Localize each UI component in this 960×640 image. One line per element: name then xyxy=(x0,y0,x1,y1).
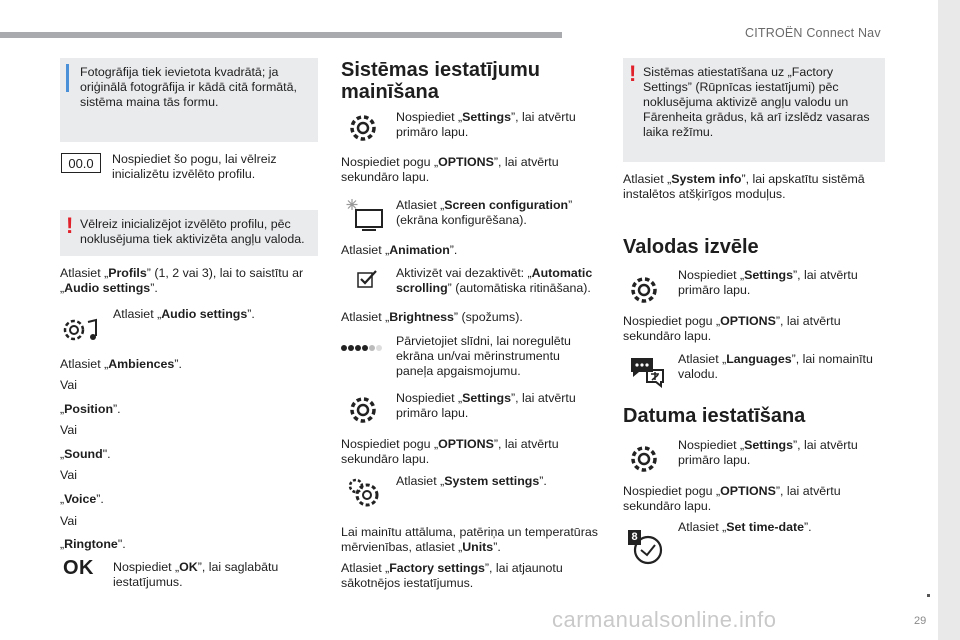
settings-gear-icon xyxy=(346,393,380,427)
info-note xyxy=(60,58,318,142)
options-paragraph: Nospiediet pogu „OPTIONS”, lai atvērtu sekundāro lapu. xyxy=(623,314,841,343)
ambiences-line: Atlasiet „Ambiences”. xyxy=(60,357,182,371)
info-bar-icon xyxy=(66,64,69,92)
ok-icon: OK xyxy=(63,557,94,579)
voice-line: „Voice”. xyxy=(60,492,104,506)
open-settings-step: Nospiediet „Settings”, lai atvērtu primāro lapu. xyxy=(396,391,576,420)
screen-configuration-icon xyxy=(342,198,384,232)
set-time-date-step: Atlasiet „Set time-date”. xyxy=(678,520,812,534)
brightness-slider-step: Pārvietojiet slīdni, lai noregulētu ekrāna un/vai mērinstrumentu paneļa apgaismojumu. xyxy=(396,334,571,378)
warning-note xyxy=(60,210,318,256)
language-heading: Valodas izvēle xyxy=(623,236,759,258)
options-paragraph: Nospiediet pogu „OPTIONS”, lai atvērtu sekundāro lapu. xyxy=(623,484,841,513)
reset-profile-step: Nospiediet šo pogu, lai vēlreiz inicializētu izvēlēto profilu. xyxy=(112,152,277,181)
system-settings-heading: Sistēmas iestatījumu mainīšana xyxy=(341,59,540,103)
brightness-line: Atlasiet „Brightness” (spožums). xyxy=(341,310,523,324)
options-paragraph: Nospiediet pogu „OPTIONS”, lai atvērtu sekundāro lapu. xyxy=(341,437,559,466)
warning-note-text: Vēlreiz inicializējot izvēlēto profilu, pēc noklusējuma tiek aktivizēta angļu valoda. xyxy=(80,217,305,246)
system-settings-step: Atlasiet „System settings”. xyxy=(396,474,547,488)
reset-profile-button-icon: 00.0 xyxy=(61,153,101,173)
automatic-scrolling-step: Aktivizēt vai dezaktivēt: „Automatic scrolling” (automātiska ritināšana). xyxy=(396,266,593,295)
open-settings-step: Nospiediet „Settings”, lai atvērtu primāro lapu. xyxy=(396,110,576,139)
header-title: CITROËN Connect Nav xyxy=(745,26,881,40)
ringtone-line: „Ringtone". xyxy=(60,537,126,551)
or-text: Vai xyxy=(60,378,77,392)
or-text: Vai xyxy=(60,514,77,528)
language-icon xyxy=(627,354,667,388)
page-number: 29 xyxy=(914,615,927,627)
sound-line: „Sound". xyxy=(60,447,111,461)
or-text: Vai xyxy=(60,423,77,437)
options-paragraph: Nospiediet pogu „OPTIONS”, lai atvērtu sekundāro lapu. xyxy=(341,155,559,184)
page-edge-strip xyxy=(938,0,960,640)
checkbox-icon xyxy=(357,270,377,288)
ok-step: Nospiediet „OK”, lai saglabātu iestatījumus. xyxy=(113,560,279,589)
settings-gear-icon xyxy=(627,442,661,476)
profiles-paragraph: Atlasiet „Profils” (1, 2 vai 3), lai to saistītu ar „Audio settings”. xyxy=(60,266,304,295)
factory-settings-paragraph: Atlasiet „Factory settings”, lai atjaunotu sākotnējos iestatījumus. xyxy=(341,561,563,590)
system-info-paragraph: Atlasiet „System info”, lai apskatītu sistēmā instalētos atšķirīgos moduļus. xyxy=(623,172,865,201)
languages-step: Atlasiet „Languages”, lai nomainītu valodu. xyxy=(678,352,873,381)
audio-settings-step: Atlasiet „Audio settings”. xyxy=(113,307,255,321)
animation-line: Atlasiet „Animation”. xyxy=(341,243,458,257)
warning-icon: ! xyxy=(66,213,74,238)
header-rule xyxy=(0,32,562,38)
factory-warning-text: Sistēmas atiestatīšana uz „Factory Settings” (Rūpnīcas iestatījumi) pēc noklusējuma aktivizē angļu valodu un Fārenheita grādus, kā arī izslēdz vasaras laika režīmu. xyxy=(643,65,870,139)
step-badge: 8 xyxy=(628,530,641,545)
factory-warning-note xyxy=(623,58,885,162)
system-settings-icon xyxy=(343,476,383,508)
settings-gear-icon xyxy=(346,111,380,145)
position-line: „Position”. xyxy=(60,402,121,416)
watermark: carmanualsonline.info xyxy=(552,607,777,632)
brightness-slider-icon xyxy=(340,343,382,353)
info-note-text: Fotogrāfija tiek ievietota kvadrātā; ja oriģinālā fotogrāfija ir kādā citā formātā, sistēma maina tās formu. xyxy=(80,65,297,109)
open-settings-step: Nospiediet „Settings”, lai atvērtu primāro lapu. xyxy=(678,268,858,297)
settings-gear-icon xyxy=(627,273,661,307)
warning-icon: ! xyxy=(629,61,637,86)
screen-configuration-step: Atlasiet „Screen configuration” (ekrāna konfigurēšana). xyxy=(396,198,573,227)
clock-icon xyxy=(630,532,664,566)
or-text: Vai xyxy=(60,468,77,482)
open-settings-step: Nospiediet „Settings”, lai atvērtu primāro lapu. xyxy=(678,438,858,467)
page-dot xyxy=(927,594,930,597)
date-heading: Datuma iestatīšana xyxy=(623,405,806,427)
units-paragraph: Lai mainītu attāluma, patēriņa un temperatūras mērvienības, atlasiet „Units”. xyxy=(341,525,598,554)
audio-settings-icon xyxy=(60,314,102,346)
